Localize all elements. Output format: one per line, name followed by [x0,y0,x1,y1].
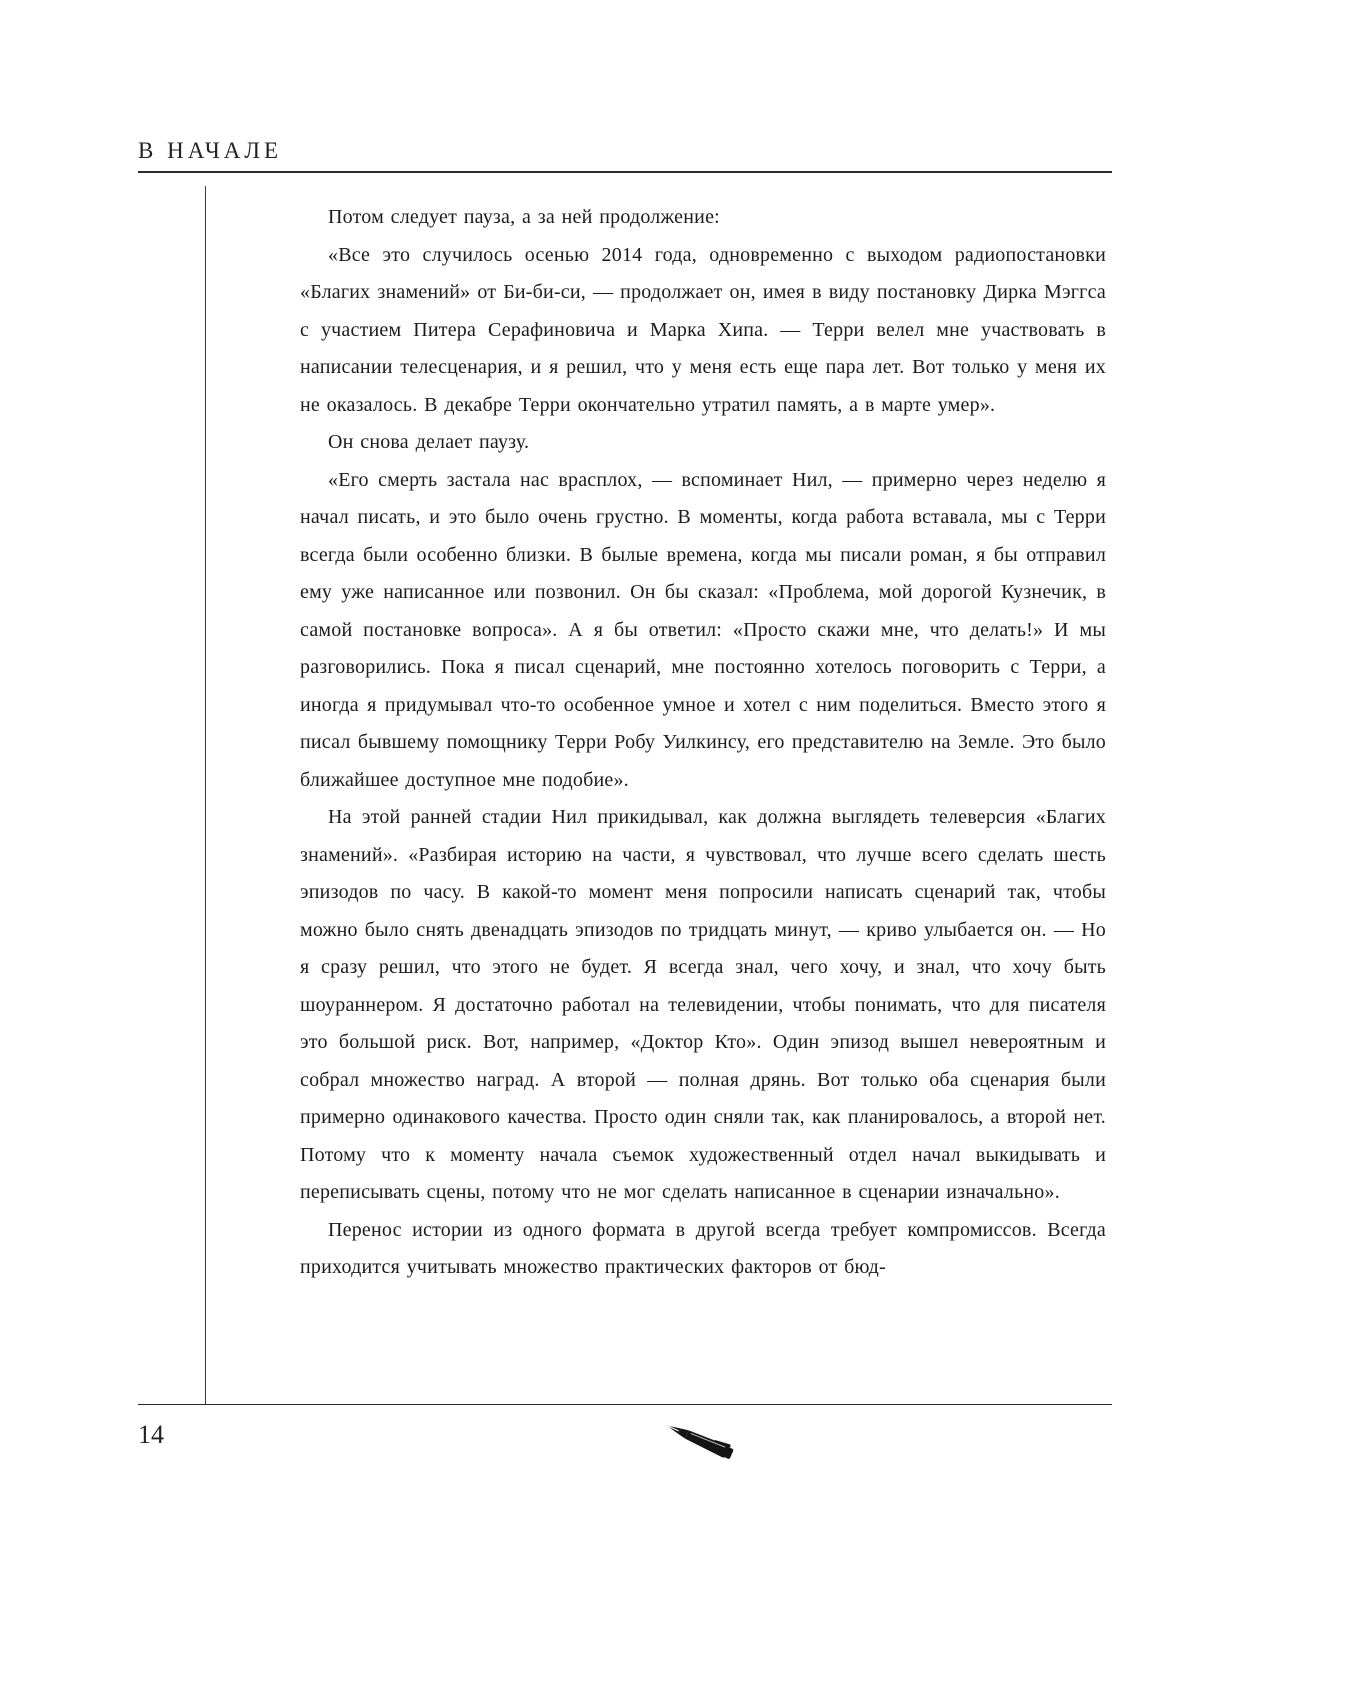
page-number: 14 [138,1420,164,1449]
header-rule [138,171,1112,173]
footer-rule [138,1404,1112,1405]
paragraph: Он снова делает паузу. [328,431,530,453]
paragraph: Потом следует пауза, а за ней продолжение: [328,206,720,228]
paragraph: «Его смерть застала нас врасплох, — вспоминает Нил, — примерно через неделю я начал писать, и это было очень грустно. В моменты, когда работа вставала, мы с Терри всегда были особенно близки. В былые времена, когда мы писали роман, я бы отправил ему уже написанное или позвонил. Он бы сказал: «Проблема, мой дорогой Кузнечик, в самой постановке вопроса». А я бы ответил: «Просто скажи мне, что делать!» И мы разговорились. Пока я писал сценарий, мне постоянно хотелось поговорить с Терри, а иногда я придумывал что-то особенное умное и хотел с ним поделиться. Вместо этого я писал бывшему помощнику Терри Робу Уилкинсу, его представителю на Земле. Это было ближайшее доступное мне подобие». [300,468,1106,791]
paragraph: Перенос истории из одного формата в другой всегда требует компромиссов. Всегда приходится учитывать множество практических факторов от бюд- [300,1218,1106,1278]
left-vertical-rule [205,186,206,1404]
running-header: В НАЧАЛЕ [138,138,283,163]
pen-icon [655,1412,745,1472]
paragraph: На этой ранней стадии Нил прикидывал, как должна выглядеть телеверсия «Благих знамений». «Разбирая историю на части, я чувствовал, что лучше всего сделать шесть эпизодов по часу. В какой-то момент меня попросили написать сценарий так, чтобы можно было снять двенадцать эпизодов по тридцать минут, — криво улыбается он. — Но я сразу решил, что этого не будет. Я всегда знал, чего хочу, и знал, что хочу быть шоураннером. Я достаточно работал на телевидении, чтобы понимать, что для писателя это большой риск. Вот, например, «Доктор Кто». Один эпизод вышел невероятным и собрал множество наград. А второй — полная дрянь. Вот только оба сценария были примерно одинакового качества. Просто один сняли так, как планировалось, а второй нет. Потому что к моменту начала съемок художественный отдел начал выкидывать и переписывать сцены, потому что не мог сделать написанное в сценарии изначально». [300,806,1106,1203]
paragraph: «Все это случилось осенью 2014 года, одновременно с выходом радиопостановки «Благих знамений» от Би-би-си, — продолжает он, имея в виду постановку Дирка Мэггса с участием Питера Серафиновича и Марка Хипа. — Терри велел мне участвовать в написании телесценария, и я решил, что у меня есть еще пара лет. Вот только у меня их не оказалось. В декабре Терри окончательно утратил память, а в марте умер». [300,243,1106,416]
body-text [300,199,1106,1287]
